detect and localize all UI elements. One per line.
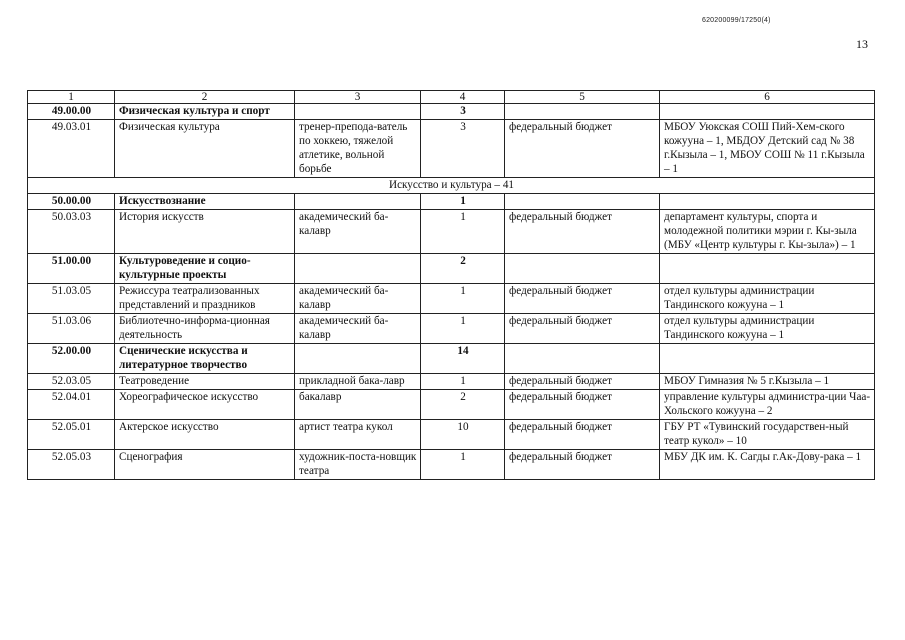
qualification-cell: бакалавр xyxy=(295,390,421,420)
table-row xyxy=(28,390,875,420)
specialty-code-cell: 52.04.01 xyxy=(28,390,115,420)
employer-cell xyxy=(660,104,875,120)
qualification-cell: художник-поста-новщик театра xyxy=(295,450,421,480)
specialty-name-cell: Искусствознание xyxy=(115,194,295,210)
funding-source-cell: федеральный бюджет xyxy=(505,450,660,480)
column-number: 4 xyxy=(421,91,505,104)
table-row xyxy=(28,420,875,450)
specialty-name-cell: Культуроведение и социо-культурные проекты xyxy=(115,254,295,284)
specialty-code-cell: 51.03.05 xyxy=(28,284,115,314)
table-row xyxy=(28,210,875,254)
column-number: 1 xyxy=(28,91,115,104)
group-row xyxy=(28,104,875,120)
specialty-name-cell: Режиссура театрализованных представлений и праздников xyxy=(115,284,295,314)
document-id: 620200099/17250(4) xyxy=(702,17,771,24)
specialties-table xyxy=(27,90,875,480)
qualification-cell: тренер-препода-ватель по хоккею, тяжелой атлетике, вольной борьбе xyxy=(295,120,421,178)
quantity-cell: 1 xyxy=(421,210,505,254)
specialty-code-cell: 52.00.00 xyxy=(28,344,115,374)
table-body xyxy=(28,91,875,480)
column-number: 5 xyxy=(505,91,660,104)
quantity-cell: 14 xyxy=(421,344,505,374)
table-row xyxy=(28,374,875,390)
specialty-code-cell: 52.05.03 xyxy=(28,450,115,480)
page-number: 13 xyxy=(856,37,868,51)
qualification-cell: академический ба-калавр xyxy=(295,314,421,344)
employer-cell xyxy=(660,254,875,284)
funding-source-cell: федеральный бюджет xyxy=(505,314,660,344)
section-row xyxy=(28,178,875,194)
specialty-code-cell: 50.03.03 xyxy=(28,210,115,254)
specialty-code-cell: 49.00.00 xyxy=(28,104,115,120)
funding-source-cell: федеральный бюджет xyxy=(505,420,660,450)
employer-cell: департамент культуры, спорта и молодежной политики мэрии г. Кы-зыла (МБУ «Центр культуры г. Кы-зыла») – 1 xyxy=(660,210,875,254)
group-row xyxy=(28,194,875,210)
qualification-cell: академический ба-калавр xyxy=(295,284,421,314)
quantity-cell: 1 xyxy=(421,284,505,314)
specialty-code-cell: 52.05.01 xyxy=(28,420,115,450)
specialty-name-cell: Актерское искусство xyxy=(115,420,295,450)
employer-cell: МБОУ Гимназия № 5 г.Кызыла – 1 xyxy=(660,374,875,390)
employer-cell xyxy=(660,194,875,210)
group-row xyxy=(28,344,875,374)
specialty-name-cell: Театроведение xyxy=(115,374,295,390)
funding-source-cell xyxy=(505,104,660,120)
specialty-name-cell: Библиотечно-информа-ционная деятельность xyxy=(115,314,295,344)
table-row xyxy=(28,284,875,314)
column-number: 6 xyxy=(660,91,875,104)
specialty-name-cell: Сценические искусства и литературное творчество xyxy=(115,344,295,374)
section-title: Искусство и культура – 41 xyxy=(28,178,875,194)
column-number: 3 xyxy=(295,91,421,104)
quantity-cell: 10 xyxy=(421,420,505,450)
employer-cell: ГБУ РТ «Тувинский государствен-ный театр кукол» – 10 xyxy=(660,420,875,450)
qualification-cell: академический ба-калавр xyxy=(295,210,421,254)
specialty-code-cell: 49.03.01 xyxy=(28,120,115,178)
funding-source-cell: федеральный бюджет xyxy=(505,390,660,420)
table-row xyxy=(28,120,875,178)
funding-source-cell: федеральный бюджет xyxy=(505,120,660,178)
quantity-cell: 1 xyxy=(421,450,505,480)
specialty-name-cell: Физическая культура xyxy=(115,120,295,178)
group-row xyxy=(28,254,875,284)
quantity-cell: 1 xyxy=(421,314,505,344)
funding-source-cell xyxy=(505,344,660,374)
funding-source-cell: федеральный бюджет xyxy=(505,374,660,390)
funding-source-cell: федеральный бюджет xyxy=(505,210,660,254)
table-row xyxy=(28,450,875,480)
specialty-code-cell: 50.00.00 xyxy=(28,194,115,210)
specialty-name-cell: Сценография xyxy=(115,450,295,480)
qualification-cell: артист театра кукол xyxy=(295,420,421,450)
specialty-name-cell: Хореографическое искусство xyxy=(115,390,295,420)
employer-cell xyxy=(660,344,875,374)
quantity-cell: 3 xyxy=(421,120,505,178)
funding-source-cell: федеральный бюджет xyxy=(505,284,660,314)
specialty-name-cell: Физическая культура и спорт xyxy=(115,104,295,120)
specialty-code-cell: 51.00.00 xyxy=(28,254,115,284)
specialty-code-cell: 52.03.05 xyxy=(28,374,115,390)
employer-cell: МБОУ Уюкская СОШ Пий-Хем-ского кожууна – 1, МБДОУ Детский сад № 38 г.Кызыла – 1, МБОУ СОШ № 11 г.Кызыла – 1 xyxy=(660,120,875,178)
employer-cell: отдел культуры администрации Тандинского кожууна – 1 xyxy=(660,284,875,314)
table-row xyxy=(28,314,875,344)
funding-source-cell xyxy=(505,254,660,284)
qualification-cell xyxy=(295,104,421,120)
column-number: 2 xyxy=(115,91,295,104)
quantity-cell: 2 xyxy=(421,254,505,284)
specialty-code-cell: 51.03.06 xyxy=(28,314,115,344)
employer-cell: отдел культуры администрации Тандинского кожууна – 1 xyxy=(660,314,875,344)
quantity-cell: 3 xyxy=(421,104,505,120)
qualification-cell xyxy=(295,194,421,210)
quantity-cell: 2 xyxy=(421,390,505,420)
qualification-cell xyxy=(295,344,421,374)
quantity-cell: 1 xyxy=(421,194,505,210)
qualification-cell: прикладной бака-лавр xyxy=(295,374,421,390)
employer-cell: МБУ ДК им. К. Сагды г.Ак-Дову-рака – 1 xyxy=(660,450,875,480)
employer-cell: управление культуры администра-ции Чаа-Хольского кожууна – 2 xyxy=(660,390,875,420)
funding-source-cell xyxy=(505,194,660,210)
column-number-row xyxy=(28,91,875,104)
specialty-name-cell: История искусств xyxy=(115,210,295,254)
quantity-cell: 1 xyxy=(421,374,505,390)
qualification-cell xyxy=(295,254,421,284)
